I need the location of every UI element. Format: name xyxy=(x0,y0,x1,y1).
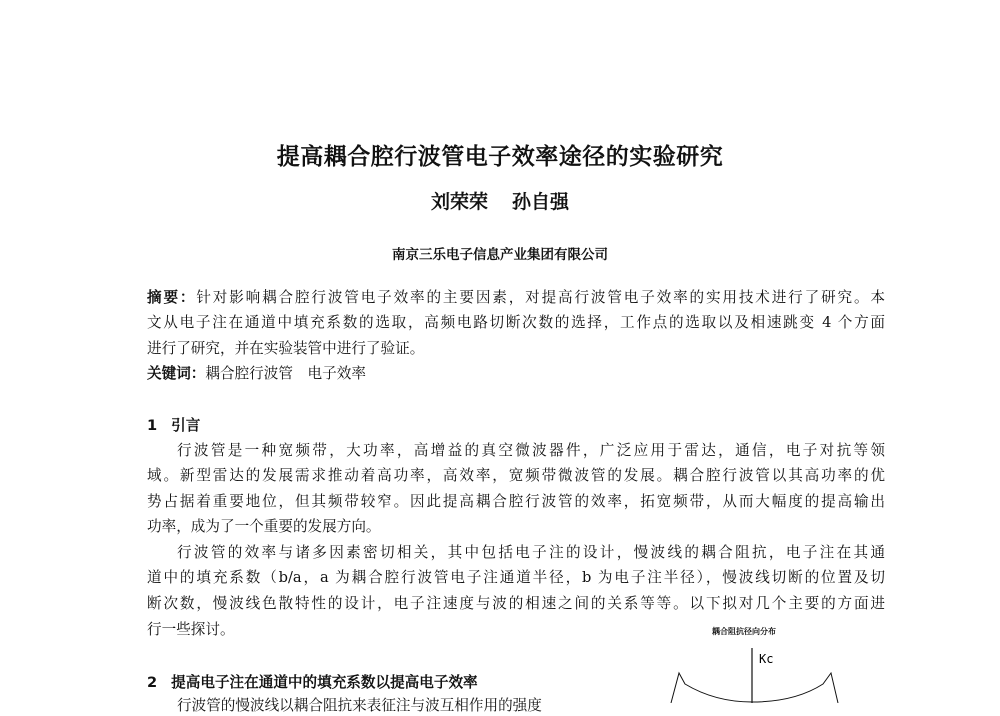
body-line: 断次数，慢波线色散特性的设计，电子注速度与波的相速之间的关系等等。以下拟对几个主要的方面进 xyxy=(147,595,885,612)
body-line: 道中的填充系数（b/a，a 为耦合腔行波管电子注通道半径，b 为电子注半径），慢波线切断的位置及切 xyxy=(147,569,885,586)
figure-title: 耦合阻抗径向分布 xyxy=(712,627,776,636)
body-line: 域。新型雷达的发展需求推动着高功率，高效率，宽频带微波管的发展。耦合腔行波管以其高功率的优 xyxy=(147,467,885,484)
body-line: 势占据着重要地位，但其频带较窄。因此提高耦合腔行波管的效率，拓宽频带，从而大幅度的提高输出 xyxy=(147,493,885,510)
author: 刘荣荣 xyxy=(430,191,488,213)
body-line: 行一些探讨。 xyxy=(147,621,235,638)
abstract-line: 进行了研究，并在实验装管中进行了验证。 xyxy=(147,340,425,357)
section-number: 1 xyxy=(147,417,158,434)
author: 孙自强 xyxy=(512,191,570,213)
abstract-label: 摘要： xyxy=(147,289,197,306)
affiliation: 南京三乐电子信息产业集团有限公司 xyxy=(392,247,608,263)
body-line: 行波管的效率与诸多因素密切相关，其中包括电子注的设计，慢波线的耦合阻抗，电子注在其通 xyxy=(177,544,885,561)
body-line: 行波管的慢波线以耦合阻抗来表征注与波互相作用的强度 xyxy=(177,697,542,714)
body-line: 行波管是一种宽频带，大功率，高增益的真空微波器件，广泛应用于雷达，通信，电子对抗等领 xyxy=(177,442,885,459)
abstract-line: 文从电子注在通道中填充系数的选取，高频电路切断次数的选择，工作点的选取以及相速跳变 4 个方面 xyxy=(147,314,885,331)
body-line: 功率，成为了一个重要的发展方向。 xyxy=(147,518,381,535)
keywords xyxy=(147,364,885,384)
section-title: 提高电子注在通道中的填充系数以提高电子效率 xyxy=(171,674,478,691)
keywords-label: 关键词： xyxy=(147,365,206,382)
abstract-text: 针对影响耦合腔行波管电子效率的主要因素，对提高行波管电子效率的实用技术进行了研究。本 xyxy=(196,289,885,306)
section-number: 2 xyxy=(147,674,158,691)
impedance-curve xyxy=(671,673,838,703)
section-heading xyxy=(147,671,478,692)
section-title: 引言 xyxy=(171,417,201,434)
paper-title: 提高耦合腔行波管电子效率途径的实验研究 xyxy=(276,144,724,170)
keywords-text: 耦合腔行波管 电子效率 xyxy=(205,365,366,382)
axis-label: Kc xyxy=(759,652,774,666)
coupling-impedance-figure xyxy=(655,640,845,703)
authors xyxy=(0,187,1000,214)
abstract-line xyxy=(147,288,885,308)
section-heading xyxy=(147,414,200,435)
